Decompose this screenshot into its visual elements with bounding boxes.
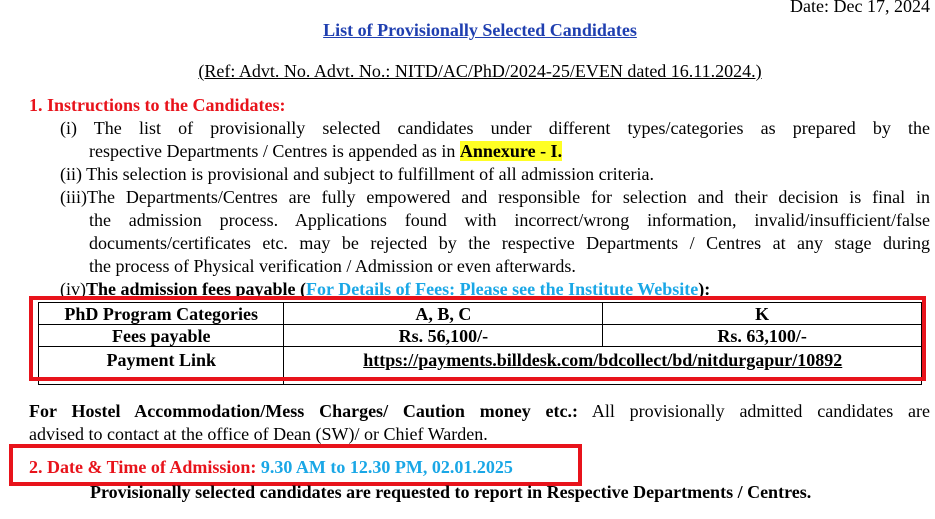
section2-line: [29, 456, 513, 479]
fees-details-link[interactable]: For Details of Fees: Please see the Institute Website: [306, 279, 699, 299]
instruction-ii: (ii) This selection is provisional and subject to fulfillment of all admission criteria.: [60, 164, 655, 184]
instruction-iv-bold: The admission fees payable (: [86, 279, 307, 299]
instruction-iv-suffix: ):: [698, 279, 711, 299]
instruction-iii-line1: (iii)The Departments/Centres are fully empowered and responsible for selection and their decision is final in: [60, 187, 930, 207]
hostel-line2: advised to contact at the office of Dean (SW)/ or Chief Warden.: [29, 424, 488, 444]
instruction-iii-line2: the admission process. Applications found with incorrect/wrong information, invalid/insufficient/false: [89, 210, 930, 230]
category-abc: A, B, C: [284, 303, 603, 325]
section1-heading: 1. Instructions to the Candidates:: [29, 95, 286, 115]
document-title: List of Provisionally Selected Candidates: [323, 20, 637, 40]
category-k: K: [603, 303, 922, 325]
instruction-iii-line4: the process of Physical verification / Admission or even afterwards.: [89, 256, 576, 276]
row-label: PhD Program Categories: [39, 303, 284, 325]
payment-link[interactable]: https://payments.billdesk.com/bdcollect/bd/nitdurgapur/10892: [284, 347, 922, 385]
hostel-text: All provisionally admitted candidates are: [578, 401, 930, 421]
section2-heading: 2. Date & Time of Admission:: [29, 457, 257, 477]
fee-k: Rs. 63,100/-: [603, 325, 922, 347]
fees-table-highlight-box: [29, 296, 926, 381]
document-date: Date: Dec 17, 2024: [790, 0, 930, 16]
instruction-iii-line3: documents/certificates etc. may be rejected by the respective Departments / Centres at any stage during: [89, 233, 930, 253]
row-label: Fees payable: [39, 325, 284, 347]
fee-abc: Rs. 56,100/-: [284, 325, 603, 347]
instruction-i-line2: [89, 140, 562, 163]
reference-line: (Ref: Advt. No. Advt. No.: NITD/AC/PhD/2024-25/EVEN dated 16.11.2024.): [198, 61, 762, 81]
annexure-highlight: Annexure - I.: [459, 141, 563, 161]
report-instruction: Provisionally selected candidates are requested to report in Respective Departments / Centres.: [90, 482, 812, 502]
row-label: Payment Link: [39, 347, 284, 385]
instruction-i-line1: (i) The list of provisionally selected candidates under different types/categories as prepared by the: [60, 118, 930, 138]
hostel-line1: [29, 400, 930, 423]
instruction-iv-prefix: (iv): [60, 279, 86, 299]
admission-time: 9.30 AM to 12.30 PM, 02.01.2025: [260, 457, 513, 477]
hostel-heading: For Hostel Accommodation/Mess Charges/ Caution money etc.:: [29, 401, 578, 421]
instruction-i-text: respective Departments / Centres is appended as in: [89, 141, 460, 161]
